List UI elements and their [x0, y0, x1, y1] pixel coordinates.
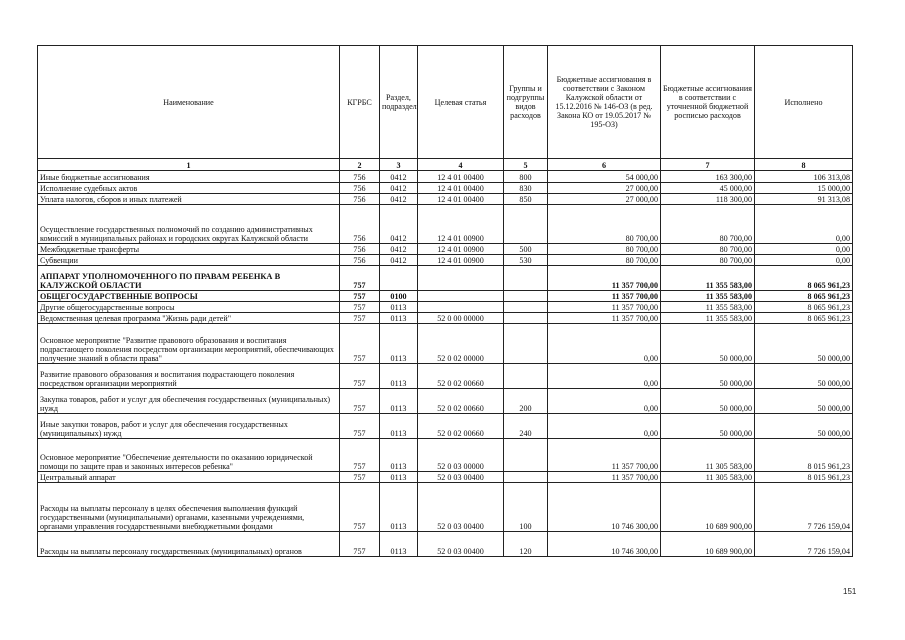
header-kgrbs: КГРБС — [340, 46, 380, 159]
table-row — [38, 171, 853, 183]
table-row — [38, 439, 853, 472]
cell-e: 8 065 961,23 — [755, 313, 853, 324]
cell-e: 0,00 — [755, 205, 853, 244]
cell-cs: 12 4 01 00900 — [418, 244, 504, 255]
cell-a: 80 700,00 — [548, 205, 661, 244]
cell-k: 757 — [340, 483, 380, 532]
cell-k: 757 — [340, 532, 380, 557]
cell-cs: 52 0 02 00660 — [418, 414, 504, 439]
cell-k: 756 — [340, 194, 380, 205]
cell-cs: 52 0 03 00400 — [418, 532, 504, 557]
table-row — [38, 291, 853, 302]
col-num: 4 — [418, 159, 504, 171]
table-row — [38, 183, 853, 194]
cell-a: 11 357 700,00 — [548, 472, 661, 483]
cell-cs: 52 0 02 00000 — [418, 324, 504, 364]
cell-name: Уплата налогов, сборов и иных платежей — [38, 194, 340, 205]
cell-r: 0113 — [380, 532, 418, 557]
cell-b: 11 355 583,00 — [661, 291, 755, 302]
cell-b: 11 355 583,00 — [661, 302, 755, 313]
cell-k: 757 — [340, 313, 380, 324]
table-body — [38, 171, 853, 557]
cell-a: 0,00 — [548, 414, 661, 439]
page-number: 151 — [843, 587, 857, 596]
cell-e: 50 000,00 — [755, 324, 853, 364]
cell-e: 8 065 961,23 — [755, 291, 853, 302]
cell-a: 11 357 700,00 — [548, 439, 661, 472]
cell-b: 10 689 900,00 — [661, 483, 755, 532]
header-refined-allocations: Бюджетные ассигнования в соответствии с уточненной бюджетной росписью расходов — [661, 46, 755, 159]
cell-k: 757 — [340, 472, 380, 483]
cell-e: 50 000,00 — [755, 414, 853, 439]
cell-a: 11 357 700,00 — [548, 302, 661, 313]
cell-name: Основное мероприятие "Обеспечение деятельности по оказанию юридической помощи по защите прав и законных интересов ребенка" — [38, 439, 340, 472]
cell-vr — [504, 205, 548, 244]
cell-a: 10 746 300,00 — [548, 532, 661, 557]
cell-k: 757 — [340, 439, 380, 472]
cell-cs: 52 0 03 00400 — [418, 483, 504, 532]
cell-b: 11 355 583,00 — [661, 266, 755, 291]
header-executed: Исполнено — [755, 46, 853, 159]
cell-vr: 530 — [504, 255, 548, 266]
cell-r — [380, 266, 418, 291]
cell-vr — [504, 302, 548, 313]
cell-e: 8 015 961,23 — [755, 439, 853, 472]
cell-e: 50 000,00 — [755, 389, 853, 414]
cell-name: Ведомственная целевая программа "Жизнь ради детей" — [38, 313, 340, 324]
cell-k: 756 — [340, 205, 380, 244]
table-row — [38, 472, 853, 483]
cell-cs: 52 0 00 00000 — [418, 313, 504, 324]
header-name: Наименование — [38, 46, 340, 159]
cell-name: Расходы на выплаты персоналу в целях обеспечения выполнения функций государственными (муниципальными) органами, казенными учреждениями, органами управления государственными внебюджетными фондами — [38, 483, 340, 532]
table-row — [38, 364, 853, 389]
cell-name: Основное мероприятие "Развитие правового образования и воспитания подрастающего поколения посредством организации мероприятий, обеспечивающих получение знаний в области права" — [38, 324, 340, 364]
cell-b: 10 689 900,00 — [661, 532, 755, 557]
cell-name: Развитие правового образования и воспитания подрастающего поколения посредством организации мероприятий — [38, 364, 340, 389]
cell-r: 0113 — [380, 313, 418, 324]
cell-cs: 12 4 01 00400 — [418, 194, 504, 205]
cell-r: 0412 — [380, 171, 418, 183]
table-row — [38, 205, 853, 244]
cell-vr: 830 — [504, 183, 548, 194]
table-row — [38, 389, 853, 414]
cell-e: 8 015 961,23 — [755, 472, 853, 483]
table-row — [38, 255, 853, 266]
cell-e: 7 726 159,04 — [755, 532, 853, 557]
cell-r: 0412 — [380, 194, 418, 205]
table-row — [38, 302, 853, 313]
cell-cs — [418, 291, 504, 302]
cell-cs: 12 4 01 00900 — [418, 205, 504, 244]
cell-k: 756 — [340, 171, 380, 183]
cell-k: 756 — [340, 183, 380, 194]
cell-name: Расходы на выплаты персоналу государственных (муниципальных) органов — [38, 532, 340, 557]
cell-b: 45 000,00 — [661, 183, 755, 194]
cell-b: 80 700,00 — [661, 205, 755, 244]
table-row — [38, 244, 853, 255]
table-row — [38, 532, 853, 557]
cell-name: Другие общегосударственные вопросы — [38, 302, 340, 313]
cell-r: 0113 — [380, 389, 418, 414]
cell-cs: 52 0 03 00400 — [418, 472, 504, 483]
cell-k: 756 — [340, 255, 380, 266]
cell-a: 10 746 300,00 — [548, 483, 661, 532]
col-num: 3 — [380, 159, 418, 171]
cell-a: 54 000,00 — [548, 171, 661, 183]
cell-b: 11 305 583,00 — [661, 472, 755, 483]
cell-a: 0,00 — [548, 324, 661, 364]
cell-name: Осуществление государственных полномочий по созданию административных комиссий в муниципальных районах и городских округах Калужской области — [38, 205, 340, 244]
col-num: 2 — [340, 159, 380, 171]
cell-b: 80 700,00 — [661, 244, 755, 255]
budget-table — [37, 45, 853, 557]
cell-e: 15 000,00 — [755, 183, 853, 194]
cell-name: Центральный аппарат — [38, 472, 340, 483]
table-row — [38, 313, 853, 324]
cell-b: 50 000,00 — [661, 364, 755, 389]
cell-cs — [418, 266, 504, 291]
header-law-allocations: Бюджетные ассигнования в соответствии с Законом Калужской области от 15.12.2016 № 146-ОЗ (в ред. Закона КО от 19.05.2017 № 195-ОЗ) — [548, 46, 661, 159]
cell-b: 50 000,00 — [661, 389, 755, 414]
cell-name: АППАРАТ УПОЛНОМОЧЕННОГО ПО ПРАВАМ РЕБЕНКА В КАЛУЖСКОЙ ОБЛАСТИ — [38, 266, 340, 291]
header-razdel: Раздел, подраздел — [380, 46, 418, 159]
cell-cs — [418, 302, 504, 313]
cell-vr — [504, 313, 548, 324]
cell-vr — [504, 364, 548, 389]
table-row — [38, 266, 853, 291]
cell-e: 8 065 961,23 — [755, 302, 853, 313]
cell-e: 7 726 159,04 — [755, 483, 853, 532]
col-num: 8 — [755, 159, 853, 171]
cell-vr: 800 — [504, 171, 548, 183]
col-num: 5 — [504, 159, 548, 171]
cell-b: 50 000,00 — [661, 324, 755, 364]
col-num: 6 — [548, 159, 661, 171]
cell-vr — [504, 291, 548, 302]
cell-a: 0,00 — [548, 364, 661, 389]
table-row — [38, 483, 853, 532]
cell-name: Субвенции — [38, 255, 340, 266]
cell-vr: 200 — [504, 389, 548, 414]
header-expense-groups: Группы и подгруппы видов расходов — [504, 46, 548, 159]
cell-vr: 100 — [504, 483, 548, 532]
cell-name: Исполнение судебных актов — [38, 183, 340, 194]
cell-vr — [504, 266, 548, 291]
cell-e: 8 065 961,23 — [755, 266, 853, 291]
cell-r: 0412 — [380, 244, 418, 255]
cell-vr — [504, 472, 548, 483]
cell-e: 0,00 — [755, 244, 853, 255]
cell-name: Закупка товаров, работ и услуг для обеспечения государственных (муниципальных) нужд — [38, 389, 340, 414]
column-number-row — [38, 159, 853, 171]
cell-vr: 240 — [504, 414, 548, 439]
cell-name: Иные бюджетные ассигнования — [38, 171, 340, 183]
cell-cs: 52 0 03 00000 — [418, 439, 504, 472]
cell-a: 11 357 700,00 — [548, 291, 661, 302]
col-num: 7 — [661, 159, 755, 171]
cell-r: 0100 — [380, 291, 418, 302]
cell-k: 757 — [340, 291, 380, 302]
cell-cs: 12 4 01 00400 — [418, 183, 504, 194]
cell-cs: 52 0 02 00660 — [418, 389, 504, 414]
col-num: 1 — [38, 159, 340, 171]
cell-b: 50 000,00 — [661, 414, 755, 439]
cell-k: 757 — [340, 414, 380, 439]
cell-vr: 120 — [504, 532, 548, 557]
cell-e: 106 313,08 — [755, 171, 853, 183]
cell-k: 757 — [340, 324, 380, 364]
cell-vr — [504, 439, 548, 472]
cell-a: 27 000,00 — [548, 194, 661, 205]
cell-vr: 500 — [504, 244, 548, 255]
cell-name: Межбюджетные трансферты — [38, 244, 340, 255]
cell-a: 0,00 — [548, 389, 661, 414]
cell-k: 757 — [340, 389, 380, 414]
cell-a: 11 357 700,00 — [548, 266, 661, 291]
cell-cs: 52 0 02 00660 — [418, 364, 504, 389]
cell-r: 0412 — [380, 255, 418, 266]
cell-r: 0113 — [380, 364, 418, 389]
cell-name: ОБЩЕГОСУДАРСТВЕННЫЕ ВОПРОСЫ — [38, 291, 340, 302]
cell-r: 0412 — [380, 183, 418, 194]
cell-a: 80 700,00 — [548, 244, 661, 255]
cell-r: 0113 — [380, 302, 418, 313]
header-target-article: Целевая статья — [418, 46, 504, 159]
table-row — [38, 194, 853, 205]
cell-r: 0113 — [380, 483, 418, 532]
cell-r: 0412 — [380, 205, 418, 244]
cell-k: 757 — [340, 302, 380, 313]
table-row — [38, 324, 853, 364]
cell-a: 80 700,00 — [548, 255, 661, 266]
cell-b: 80 700,00 — [661, 255, 755, 266]
cell-r: 0113 — [380, 414, 418, 439]
cell-vr — [504, 324, 548, 364]
cell-e: 50 000,00 — [755, 364, 853, 389]
cell-name: Иные закупки товаров, работ и услуг для обеспечения государственных (муниципальных) нужд — [38, 414, 340, 439]
cell-cs: 12 4 01 00900 — [418, 255, 504, 266]
cell-r: 0113 — [380, 324, 418, 364]
cell-b: 163 300,00 — [661, 171, 755, 183]
cell-cs: 12 4 01 00400 — [418, 171, 504, 183]
cell-k: 756 — [340, 244, 380, 255]
cell-e: 0,00 — [755, 255, 853, 266]
cell-k: 757 — [340, 266, 380, 291]
cell-b: 11 355 583,00 — [661, 313, 755, 324]
cell-b: 11 305 583,00 — [661, 439, 755, 472]
cell-r: 0113 — [380, 439, 418, 472]
cell-a: 27 000,00 — [548, 183, 661, 194]
cell-vr: 850 — [504, 194, 548, 205]
header-row — [38, 46, 853, 159]
cell-b: 118 300,00 — [661, 194, 755, 205]
cell-r: 0113 — [380, 472, 418, 483]
cell-a: 11 357 700,00 — [548, 313, 661, 324]
cell-k: 757 — [340, 364, 380, 389]
table-row — [38, 414, 853, 439]
cell-e: 91 313,08 — [755, 194, 853, 205]
